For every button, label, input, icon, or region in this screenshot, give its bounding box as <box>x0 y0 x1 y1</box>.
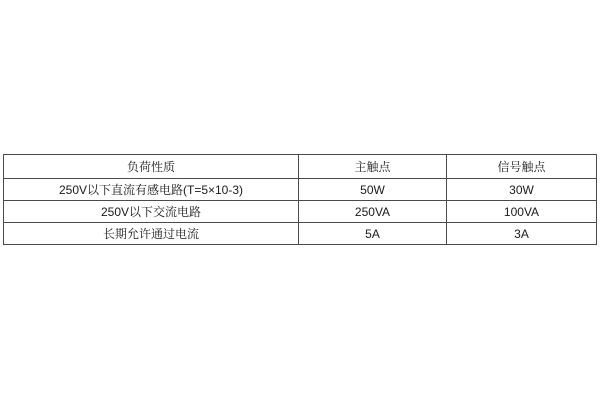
cell-load-continuous-current: 长期允许通过电流 <box>4 223 299 245</box>
header-cell-load-type: 负荷性质 <box>4 155 299 179</box>
table-header-row <box>4 155 597 179</box>
cell-main-dc-rating: 50W <box>299 179 447 201</box>
header-cell-main-contact: 主触点 <box>299 155 447 179</box>
cell-main-current-rating: 5A <box>299 223 447 245</box>
table-row <box>4 201 597 223</box>
cell-signal-dc-rating: 30W <box>447 179 597 201</box>
table-row <box>4 223 597 245</box>
cell-load-ac-circuit: 250V以下交流电路 <box>4 201 299 223</box>
contact-load-spec-table <box>3 154 597 245</box>
cell-load-dc-circuit: 250V以下直流有感电路(T=5×10-3) <box>4 179 299 201</box>
cell-signal-ac-rating: 100VA <box>447 201 597 223</box>
cell-main-ac-rating: 250VA <box>299 201 447 223</box>
table-row <box>4 179 597 201</box>
cell-signal-current-rating: 3A <box>447 223 597 245</box>
header-cell-signal-contact: 信号触点 <box>447 155 597 179</box>
